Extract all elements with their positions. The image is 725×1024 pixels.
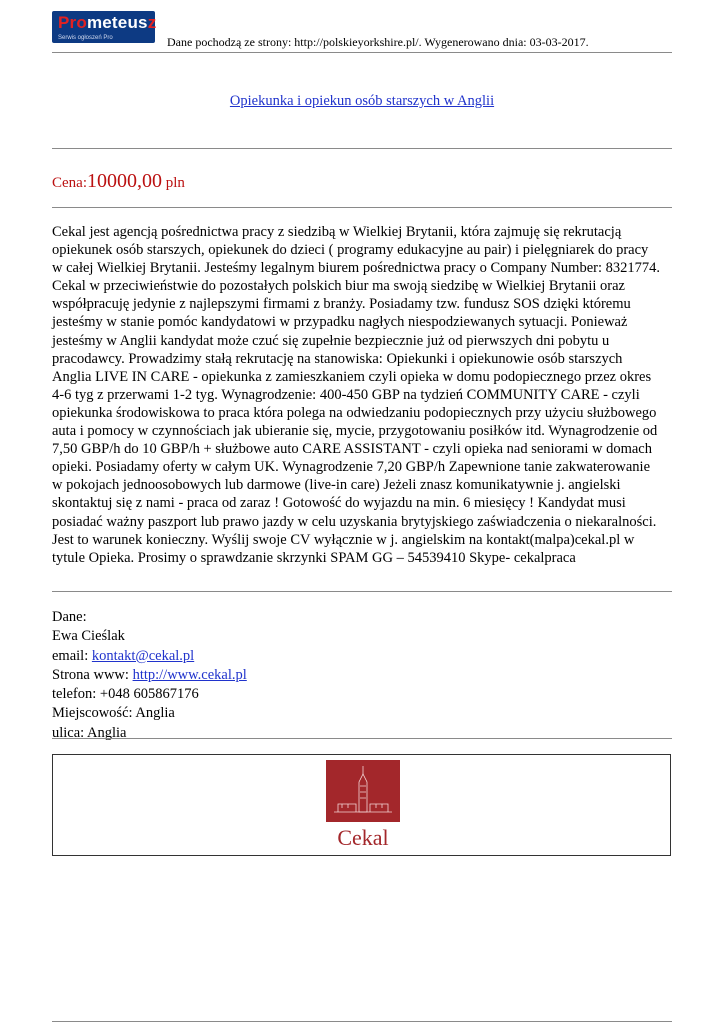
cekal-logo — [326, 760, 400, 850]
www-label: Strona www: — [52, 666, 133, 683]
divider — [52, 1021, 672, 1022]
contact-www-row — [52, 666, 247, 685]
contact-heading: Dane: — [52, 609, 87, 625]
prometeusz-logo[interactable] — [52, 11, 155, 43]
contact-street: ulica: Anglia — [52, 724, 127, 741]
contact-city: Miejscowość: Anglia — [52, 705, 175, 722]
listing-description: Cekal jest agencją pośrednictwa pracy z siedzibą w Wielkiej Brytanii, która zajmuję się rekrutacją opiekunek osób starszych, opiekunek do dzieci ( programy edukacyjne au pair) i pielęgniarek do pracy w całej Wielkiej Brytanii. Jesteśmy legalnym biurem pośrednictwa pracy o Company Number: 8321774. Cekal w przeciwieństwie do pozostałych polskich biur ma swoją siedzibę w Wielkiej Brytanii oraz współpracuję jedynie z najlepszymi firmami z branży. Posiadamy tzw. fundusz SOS dzięki któremu jesteśmy w stanie pomóc kandydatowi w przypadku nagłych niespodziewanych sytuacji. Ponieważ jesteśmy w Anglii kandydat może czuć się zupełnie bezpiecznie już od pierwszych dni pobytu u pracodawcy. Prowadzimy stałą rekrutację na stanowiska: Opiekunki i opiekunowie osób starszych Anglia LIVE IN CARE - opiekunka z zamieszkaniem czyli opieka w domu podopiecznego przez okres 4-6 tyg z przerwami 1-2 tyg. Wynagrodzenie: 400-450 GBP na tydzień COMMUNITY CARE - czyli opiekunka środowiskowa to praca która polega na odwiedzaniu podopiecznych przy użyciu służbowego auta i pomocy w czynnościach jak ubieranie się, mycie, przygotowaniu posiłków itd. Wynagrodzenie od 7,50 GBP/h do 10 GBP/h + służbowe auto CARE ASSISTANT - czyli opieka nad seniorami w domach opieki. Posiadamy oferty w całym UK. Wynagrodzenie 7,20 GBP/h Zapewnione tanie zakwaterowanie w pokojach jednoosobowych lub darmowe (live-in care) Jeżeli znasz komunikatywnie j. angielski skontaktuj się z nami - praca od zaraz ! Gotowość do wyjazdu na min. 6 miesięcy ! Kandydat musi posiadać ważny paszport lub prawo jazdy w celu uzyskania brytyjskiego zaświadczenia o niekaralności. Jest to warunek konieczny. Wyślij swoje CV wyłącznie w j. angielskim na kontakt(malpa)cekal.pl w tytule Opieka. Prosimy o sprawdzanie skrzynki SPAM GG – 54539410 Skype- cekalpraca — [52, 224, 661, 566]
listing-title-link[interactable]: Opiekunka i opiekun osób starszych w Anglii — [229, 93, 495, 109]
price-value: 10000,00 — [87, 170, 162, 192]
cekal-logo-text: Cekal — [337, 825, 389, 850]
price-currency: pln — [162, 175, 185, 191]
company-logo-box — [52, 754, 671, 856]
divider — [52, 148, 672, 149]
contact-section — [52, 608, 247, 743]
contact-name: Ewa Cieślak — [52, 628, 125, 645]
divider — [52, 738, 672, 739]
contact-email-row — [52, 647, 247, 666]
website-link[interactable]: http://www.cekal.pl — [132, 666, 247, 683]
logo-tagline: Serwis ogłoszeń Pro — [58, 35, 113, 41]
email-link[interactable]: kontakt@cekal.pl — [91, 647, 195, 664]
divider — [52, 52, 672, 53]
price-label: Cena: — [52, 175, 87, 191]
price — [52, 170, 185, 193]
divider — [52, 207, 672, 208]
email-label: email: — [52, 647, 92, 664]
logo-wordmark: Prometeusz — [58, 13, 157, 32]
divider — [52, 591, 672, 592]
source-note: Dane pochodzą ze strony: http://polskieyorkshire.pl/. Wygenerowano dnia: 03-03-2017. — [167, 35, 589, 49]
contact-phone: telefon: +048 605867176 — [52, 686, 199, 703]
